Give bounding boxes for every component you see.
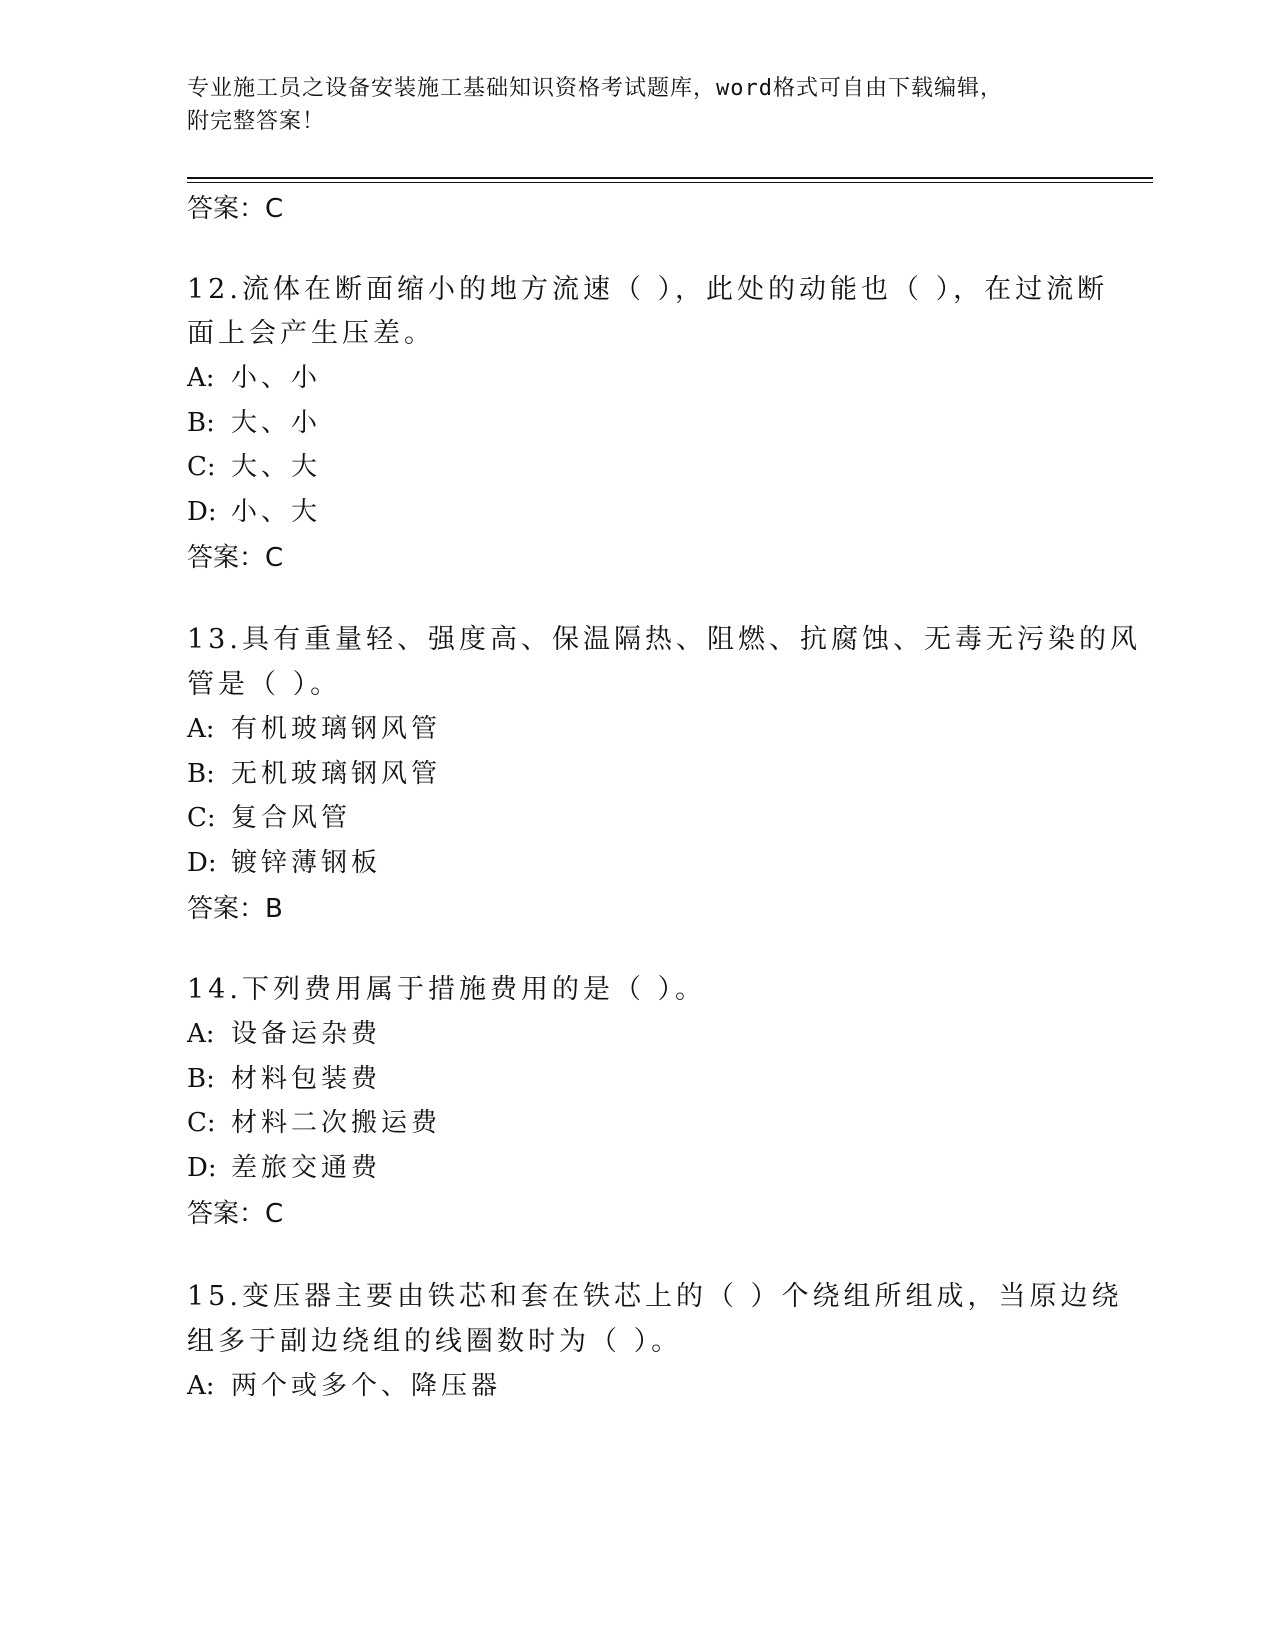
question-13-stem-line-2: 管是（ ）。 — [187, 669, 342, 700]
question-12-option-c — [187, 449, 321, 485]
option-text: 材料二次搬运费 — [231, 1108, 442, 1138]
question-14-answer: 答案：C — [187, 1199, 284, 1229]
option-key: C: — [187, 452, 216, 482]
option-text: 差旅交通费 — [231, 1153, 382, 1183]
question-12-option-a — [187, 360, 321, 396]
header-line-1: 专业施工员之设备安装施工基础知识资格考试题库，word格式可自由下载编辑， — [187, 76, 1003, 101]
option-text: 大、小 — [231, 408, 322, 438]
question-13-option-a — [187, 711, 441, 747]
header-divider-thin — [187, 182, 1153, 183]
option-key: A: — [187, 1019, 215, 1049]
question-15-option-a — [187, 1368, 501, 1404]
option-text: 有机玻璃钢风管 — [231, 714, 442, 744]
question-13-answer: 答案：B — [187, 894, 283, 924]
option-text: 无机玻璃钢风管 — [231, 759, 442, 789]
question-13-option-c — [187, 800, 351, 836]
option-key: B: — [187, 408, 215, 438]
option-key: A: — [187, 363, 215, 393]
option-key: A: — [187, 714, 215, 744]
question-12-stem-line-1: 12.流体在断面缩小的地方流速（ ），此处的动能也（ ），在过流断 — [187, 274, 1109, 305]
question-14-stem-line-1: 14.下列费用属于措施费用的是（ ）。 — [187, 974, 707, 1005]
question-12-option-d — [187, 494, 321, 530]
option-text: 大、大 — [231, 452, 322, 482]
option-key: D: — [187, 497, 217, 527]
option-key: C: — [187, 1108, 216, 1138]
question-13-option-b — [187, 756, 441, 792]
option-text: 小、小 — [231, 363, 322, 393]
question-14-option-b — [187, 1061, 381, 1097]
option-text: 设备运杂费 — [231, 1019, 382, 1049]
document-header — [187, 72, 1067, 138]
option-text: 材料包装费 — [231, 1064, 382, 1094]
question-12-answer: 答案：C — [187, 543, 284, 573]
question-14-option-d — [187, 1150, 381, 1186]
option-key: A: — [187, 1371, 215, 1401]
option-key: B: — [187, 759, 215, 789]
header-line-2: 附完整答案！ — [187, 109, 326, 134]
header-divider-thick — [187, 177, 1153, 179]
option-key: B: — [187, 1064, 215, 1094]
question-14-option-a — [187, 1016, 381, 1052]
option-text: 小、大 — [231, 497, 322, 527]
question-15-stem-line-2: 组多于副边绕组的线圈数时为（ ）。 — [187, 1326, 683, 1357]
question-15-stem-line-1: 15.变压器主要由铁芯和套在铁芯上的（ ）个绕组所组成，当原边绕 — [187, 1281, 1123, 1312]
option-text: 两个或多个、降压器 — [231, 1371, 502, 1401]
previous-answer: 答案：C — [187, 194, 284, 224]
question-12-option-b — [187, 405, 321, 441]
question-13-stem-line-1: 13.具有重量轻、强度高、保温隔热、阻燃、抗腐蚀、无毒无污染的风 — [187, 624, 1141, 655]
question-13-option-d — [187, 845, 381, 881]
option-text: 复合风管 — [231, 803, 352, 833]
question-14-option-c — [187, 1105, 441, 1141]
option-key: D: — [187, 848, 217, 878]
option-key: D: — [187, 1153, 217, 1183]
option-key: C: — [187, 803, 216, 833]
question-12-stem-line-2: 面上会产生压差。 — [187, 318, 435, 349]
option-text: 镀锌薄钢板 — [231, 848, 382, 878]
